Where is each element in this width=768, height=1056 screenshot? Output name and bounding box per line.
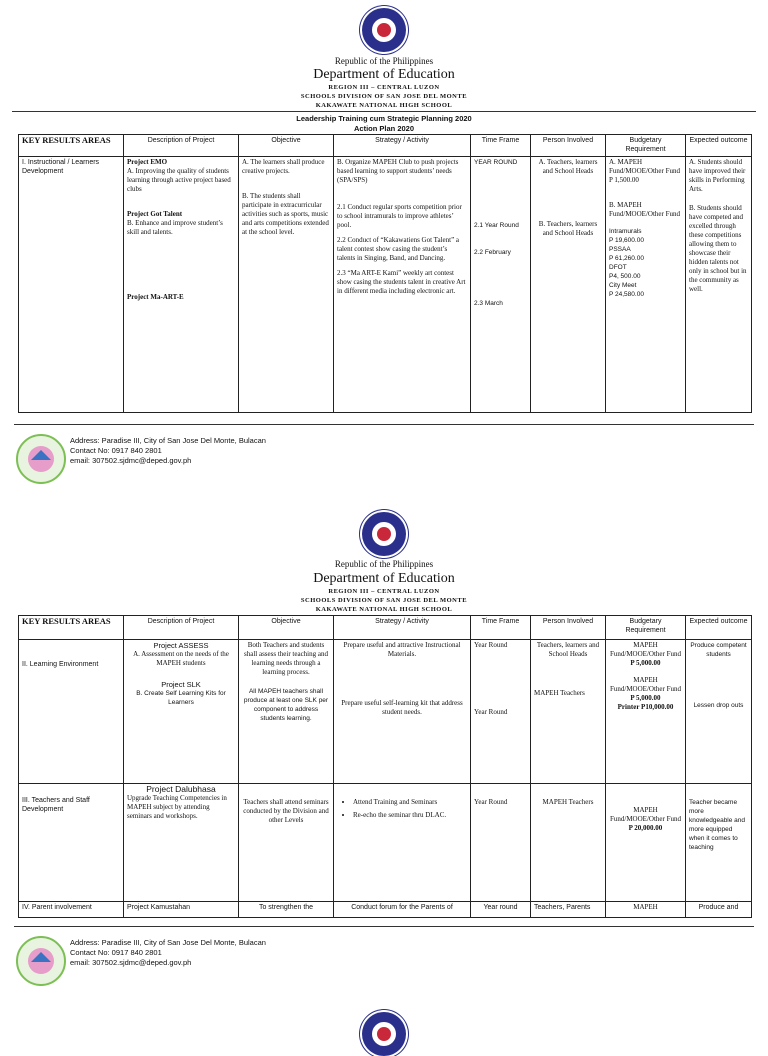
republic-text: Republic of the Philippines	[334, 559, 434, 569]
col-time: Time Frame	[471, 135, 531, 157]
department-title: Department of Education	[313, 571, 455, 586]
description-cell	[124, 640, 239, 784]
kra-cell: I. Instructional / Learners Development	[19, 157, 124, 413]
person-cell	[531, 640, 606, 784]
strategy-text: Prepare useful self-learning kit that address student needs.	[341, 699, 463, 716]
objective-text: Both Teachers and students shall assess their teaching and learning needs through a learning process.	[244, 641, 328, 676]
strategy-text: 2.1 Conduct regular sports competition prior to school intramurals to improve athletes’ pool.	[337, 203, 462, 229]
budget-text: MAPEH Fund/MOOE/Other Fund	[610, 641, 681, 658]
objective-cell: To strengthen the	[239, 902, 334, 918]
objective-cell	[239, 640, 334, 784]
col-time: Time Frame	[471, 616, 531, 640]
time-text: Year Round	[474, 641, 508, 649]
strategy-cell: Conduct forum for the Parents of	[334, 902, 471, 918]
objective-cell: Teachers shall attend seminars conducted by the Division and other Levels	[239, 784, 334, 902]
strategy-text: B. Organize MAPEH Club to push projects based learning to support students’ needs (SPA/SPS)	[337, 158, 459, 184]
department-title: Department of Education	[313, 67, 455, 82]
school-text: KAKAWATE NATIONAL HIGH SCHOOL	[315, 102, 453, 109]
budget-amount: P 5,000.00	[630, 659, 661, 667]
school-logo	[16, 936, 66, 986]
outcome-cell: Teacher became more knowledgeable and more equipped when it comes to teaching	[686, 784, 752, 902]
list-item: • Attend Training and Seminars	[353, 798, 467, 807]
budget-text: MAPEH Fund/MOOE/Other Fund	[610, 676, 681, 693]
action-plan-table-2	[18, 615, 752, 918]
time-text: 2.2 February	[474, 249, 511, 256]
time-text: YEAR ROUND	[474, 159, 518, 166]
project-desc: A. Assessment on the needs of the MAPEH students	[133, 650, 229, 667]
table-header-row	[19, 616, 752, 640]
republic-text: Republic of the Philippines	[334, 56, 434, 66]
budget-cell	[606, 640, 686, 784]
strategy-cell	[334, 157, 471, 413]
person-text: B. Teachers, learners and School Heads	[538, 220, 598, 237]
time-cell: Year Round	[471, 784, 531, 902]
budget-text: Intramurals	[609, 228, 642, 235]
table-row	[19, 902, 752, 918]
budget-amount: P 19,600.00	[609, 237, 644, 244]
project-desc: B. Enhance and improve student’s skill and talents.	[127, 219, 223, 236]
division-text: SCHOOLS DIVISION OF SAN JOSE DEL MONTE	[300, 93, 468, 100]
col-person: Person Involved	[531, 135, 606, 157]
person-cell: Teachers, Parents	[531, 902, 606, 918]
col-budget: Budgetary Requirement	[606, 616, 686, 640]
col-outcome: Expected outcome	[686, 616, 752, 640]
header-divider	[12, 111, 756, 112]
footer-address-block	[70, 436, 266, 466]
region-text: REGION III – CENTRAL LUZON	[328, 84, 440, 91]
deped-seal	[362, 512, 406, 556]
footer-email: email: 307502.sjdmc@deped.gov.ph	[70, 456, 192, 465]
col-objective: Objective	[239, 135, 334, 157]
outcome-cell	[686, 640, 752, 784]
col-outcome: Expected outcome	[686, 135, 752, 157]
time-text: 2.3 March	[474, 300, 503, 307]
kra-cell: III. Teachers and Staff Development	[19, 784, 124, 902]
person-text: MAPEH Teachers	[534, 689, 585, 697]
footer-address-block	[70, 938, 266, 968]
strategy-text: Prepare useful and attractive Instructional Materials.	[343, 641, 461, 658]
strategy-list	[337, 798, 467, 820]
time-cell	[471, 157, 531, 413]
col-description: Description of Project	[124, 616, 239, 640]
footer-contact: Contact No: 0917 840 2801	[70, 948, 162, 957]
project-title: Project EMO	[127, 158, 168, 166]
budget-text: DFOT	[609, 264, 627, 271]
footer-divider	[14, 424, 754, 425]
objective-text: A. The learners shall produce creative projects.	[242, 158, 325, 175]
objective-text: B. The students shall participate in extracurricular activities such as sports, music and arts competitions extended at the school level.	[242, 192, 329, 236]
time-text: Year Round	[474, 708, 508, 716]
project-desc: A. Improving the quality of students learning through active project based clubs	[127, 167, 231, 193]
project-title: Project SLK	[161, 680, 201, 689]
budget-text: MAPEH Fund/MOOE/Other Fund	[610, 806, 681, 823]
person-cell: MAPEH Teachers	[531, 784, 606, 902]
col-description: Description of Project	[124, 135, 239, 157]
outcome-text: Lessen drop outs	[693, 702, 744, 709]
footer-address: Address: Paradise III, City of San Jose Del Monte, Bulacan	[70, 938, 266, 947]
time-cell: Year round	[471, 902, 531, 918]
budget-text: City Meet	[609, 282, 637, 289]
plan-title: Action Plan 2020	[353, 124, 415, 133]
col-kra: KEY RESULTS AREAS	[19, 616, 124, 640]
outcome-text: A. Students should have improved their skills in Performing Arts.	[689, 158, 746, 193]
budget-text: PSSAA	[609, 246, 631, 253]
budget-amount: P 24,580.00	[609, 291, 644, 298]
col-person: Person Involved	[531, 616, 606, 640]
budget-amount: P 20,000.00	[628, 824, 663, 832]
deped-seal	[362, 1012, 406, 1056]
budget-text: A. MAPEH Fund/MOOE/Other Fund	[609, 158, 680, 175]
col-budget: Budgetary Requirement	[606, 135, 686, 157]
project-title: Project Got Talent	[127, 210, 183, 218]
strategy-cell	[334, 784, 471, 902]
table-row	[19, 640, 752, 784]
budget-amount: P 5,000.00	[630, 694, 661, 702]
col-objective: Objective	[239, 616, 334, 640]
strategy-cell	[334, 640, 471, 784]
region-text: REGION III – CENTRAL LUZON	[328, 588, 440, 595]
budget-cell: MAPEH	[606, 902, 686, 918]
outcome-cell	[686, 157, 752, 413]
action-plan-table-1	[18, 134, 752, 413]
deped-seal	[362, 8, 406, 52]
budget-amount: P4, 500.00	[609, 273, 641, 280]
outcome-cell: Produce and	[686, 902, 752, 918]
school-text: KAKAWATE NATIONAL HIGH SCHOOL	[315, 606, 453, 613]
budget-printer: Printer P10,000.00	[617, 703, 674, 711]
table-row	[19, 157, 752, 413]
school-logo	[16, 434, 66, 484]
time-cell	[471, 640, 531, 784]
budget-cell	[606, 157, 686, 413]
table-row	[19, 784, 752, 902]
kra-cell: II. Learning Environment	[19, 640, 124, 784]
page-footer	[14, 424, 754, 476]
footer-address: Address: Paradise III, City of San Jose Del Monte, Bulacan	[70, 436, 266, 445]
budget-text: B. MAPEH Fund/MOOE/Other Fund	[609, 201, 680, 218]
budget-amount: P 1,500.00	[609, 176, 639, 184]
strategy-text: 2.2 Conduct of “Kakawatiens Got Talent” a talent contest show casing the student’s talents in Singing, Band, and Dancing.	[337, 236, 460, 262]
description-cell: Project Kamustahan	[124, 902, 239, 918]
description-cell	[124, 157, 239, 413]
project-title: Project ASSESS	[153, 641, 209, 650]
footer-email: email: 307502.sjdmc@deped.gov.ph	[70, 958, 192, 967]
project-title: Project Ma-ART-E	[127, 293, 184, 301]
col-kra: KEY RESULTS AREAS	[19, 135, 124, 157]
objective-cell	[239, 157, 334, 413]
time-text: 2.1 Year Round	[474, 222, 519, 229]
col-strategy: Strategy / Activity	[334, 616, 471, 640]
list-item: • Re-echo the seminar thru DLAC.	[353, 811, 467, 820]
page-footer	[14, 926, 754, 978]
budget-cell	[606, 784, 686, 902]
person-cell	[531, 157, 606, 413]
project-title: Project Dalubhasa	[146, 784, 216, 794]
strategy-text: 2.3 “Ma ART-E Kami” weekly art contest show casing the students talent in creative Art in different media including electronic art.	[337, 269, 466, 295]
col-strategy: Strategy / Activity	[334, 135, 471, 157]
person-text: A. Teachers, learners and School Heads	[538, 158, 598, 175]
outcome-text: Produce competent students	[690, 642, 747, 658]
table-header-row	[19, 135, 752, 157]
division-text: SCHOOLS DIVISION OF SAN JOSE DEL MONTE	[300, 597, 468, 604]
person-text: Teachers, learners and School Heads	[536, 641, 600, 658]
project-desc: Upgrade Teaching Competencies in MAPEH subject by attending seminars and workshops.	[127, 794, 227, 820]
budget-amount: P 61,260.00	[609, 255, 644, 262]
outcome-text: B. Students should have competed and excelled through these competitions allowing them to showcase their hidden talents not only in school but in the community as well.	[689, 204, 747, 293]
training-title: Leadership Training cum Strategic Planning 2020	[296, 114, 472, 123]
footer-divider	[14, 926, 754, 927]
project-desc: B. Create Self Learning Kits for Learners	[136, 690, 226, 706]
description-cell	[124, 784, 239, 902]
footer-contact: Contact No: 0917 840 2801	[70, 446, 162, 455]
kra-cell: IV. Parent involvement	[19, 902, 124, 918]
objective-text: All MAPEH teachers shall produce at least one SLK per component to address students learning.	[243, 688, 329, 722]
